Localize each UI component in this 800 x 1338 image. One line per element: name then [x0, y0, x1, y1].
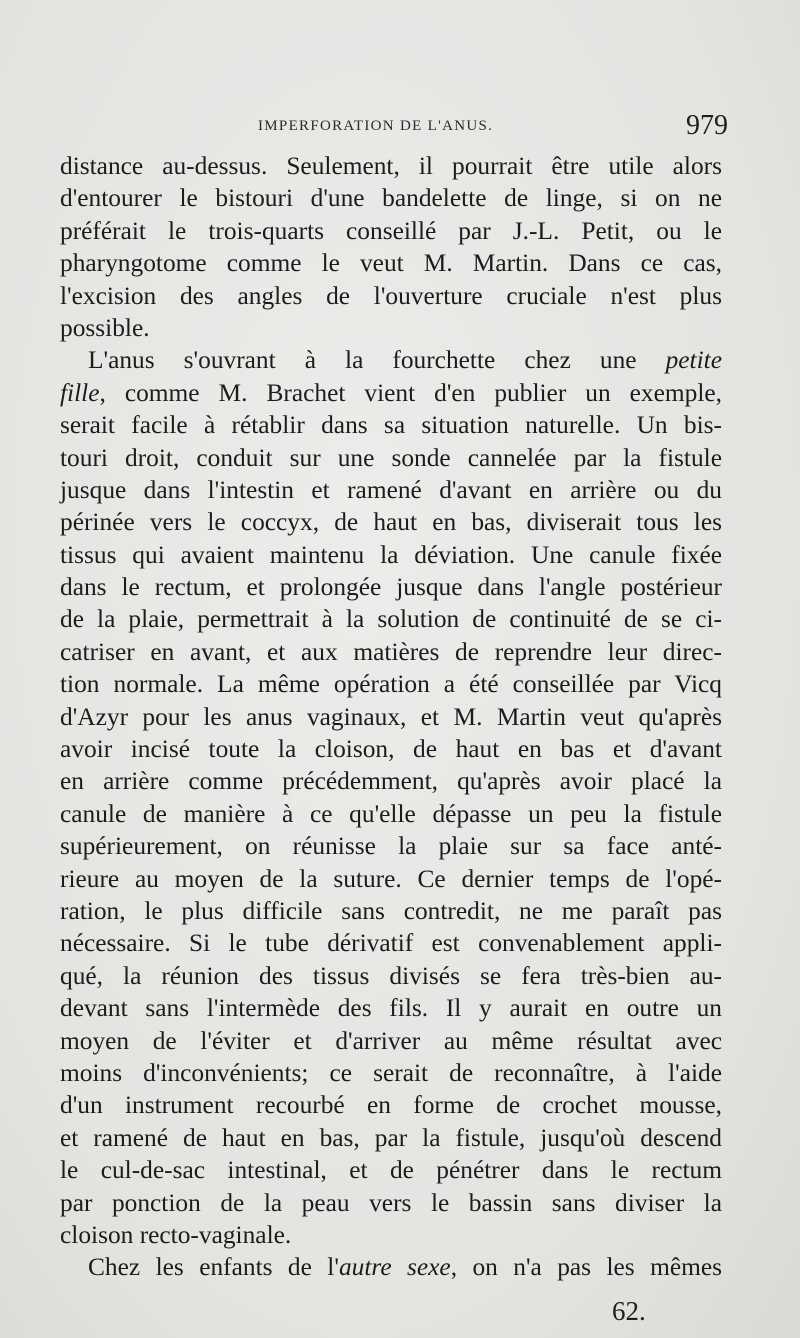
text-line: tissus qui avaient maintenu la déviation. Une canule fixée	[60, 540, 722, 569]
text-run: L'anus s'ouvrant à la fourchette chez une	[88, 346, 637, 375]
text-line: en arrière comme précédemment, qu'après avoir placé la	[60, 767, 722, 796]
text-run: , on n'a pas les mêmes	[450, 1253, 722, 1282]
text-line: moyen de l'éviter et d'arriver au même résultat avec	[60, 1026, 722, 1055]
text-run: Chez les enfants de l'	[88, 1253, 339, 1282]
text-line: pharyngotome comme le veut M. Martin. Dans ce cas,	[60, 249, 722, 278]
text-line	[60, 1251, 722, 1283]
text-line: devant sans l'intermède des fils. Il y aurait en outre un	[60, 994, 722, 1023]
text-line: l'excision des angles de l'ouverture cruciale n'est plus	[60, 281, 722, 310]
text-line: d'un instrument recourbé en forme de crochet mousse,	[60, 1091, 722, 1120]
text-line: et ramené de haut en bas, par la fistule, jusqu'où descend	[60, 1123, 722, 1152]
text-line: de la plaie, permettrait à la solution de continuité de se ci-	[60, 605, 722, 634]
text-line: dans le rectum, et prolongée jusque dans l'angle postérieur	[60, 573, 722, 602]
text-line: qué, la réunion des tissus divisés se fera très-bien au-	[60, 961, 722, 990]
text-line: d'Azyr pour les anus vaginaux, et M. Martin veut qu'après	[60, 702, 722, 731]
page-header	[258, 112, 728, 148]
text-line: supérieurement, on réunisse la plaie sur sa face anté-	[60, 832, 722, 861]
page-number: 979	[686, 110, 728, 141]
text-line	[60, 344, 722, 376]
text-line: moins d'inconvénients; ce serait de reconnaître, à l'aide	[60, 1058, 722, 1087]
italic-run: petite	[665, 346, 722, 375]
text-line: périnée vers le coccyx, de haut en bas, diviserait tous les	[60, 508, 722, 537]
italic-run: fille	[60, 378, 100, 407]
text-line: avoir incisé toute la cloison, de haut en bas et d'avant	[60, 735, 722, 764]
text-line: ration, le plus difficile sans contredit, ne me paraît pas	[60, 896, 722, 925]
text-line: jusque dans l'intestin et ramené d'avant en arrière ou du	[60, 475, 722, 504]
body-text	[60, 150, 722, 1284]
text-line: serait facile à rétablir dans sa situation naturelle. Un bis-	[60, 411, 722, 440]
text-line: par ponction de la peau vers le bassin sans diviser la	[60, 1188, 722, 1217]
text-line: distance au-dessus. Seulement, il pourrait être utile alors	[60, 152, 722, 180]
running-title: IMPERFORATION DE L'ANUS.	[258, 118, 494, 134]
signature-mark: 62.	[612, 1296, 646, 1326]
text-line: nécessaire. Si le tube dérivatif est convenablement appli-	[60, 929, 722, 958]
text-line: touri droit, conduit sur une sonde cannelée par la fistule	[60, 443, 722, 472]
text-line: catriser en avant, et aux matières de reprendre leur direc-	[60, 637, 722, 666]
text-line: d'entourer le bistouri d'une bandelette de linge, si on ne	[60, 184, 722, 213]
text-line: tion normale. La même opération a été conseillée par Vicq	[60, 670, 722, 699]
text-line: possible.	[60, 313, 150, 342]
text-line: préférait le trois-quarts conseillé par J.-L. Petit, ou le	[60, 216, 722, 245]
italic-run: autre sexe	[338, 1253, 451, 1282]
text-line: canule de manière à ce qu'elle dépasse un peu la fistule	[60, 799, 722, 828]
text-line: le cul-de-sac intestinal, et de pénétrer dans le rectum	[60, 1156, 722, 1185]
text-run: , comme M. Brachet vient d'en publier un exemple,	[99, 378, 722, 407]
text-line: cloison recto-vaginale.	[60, 1220, 292, 1249]
text-line: rieure au moyen de la suture. Ce dernier temps de l'opé-	[60, 864, 722, 893]
text-line	[60, 377, 722, 409]
